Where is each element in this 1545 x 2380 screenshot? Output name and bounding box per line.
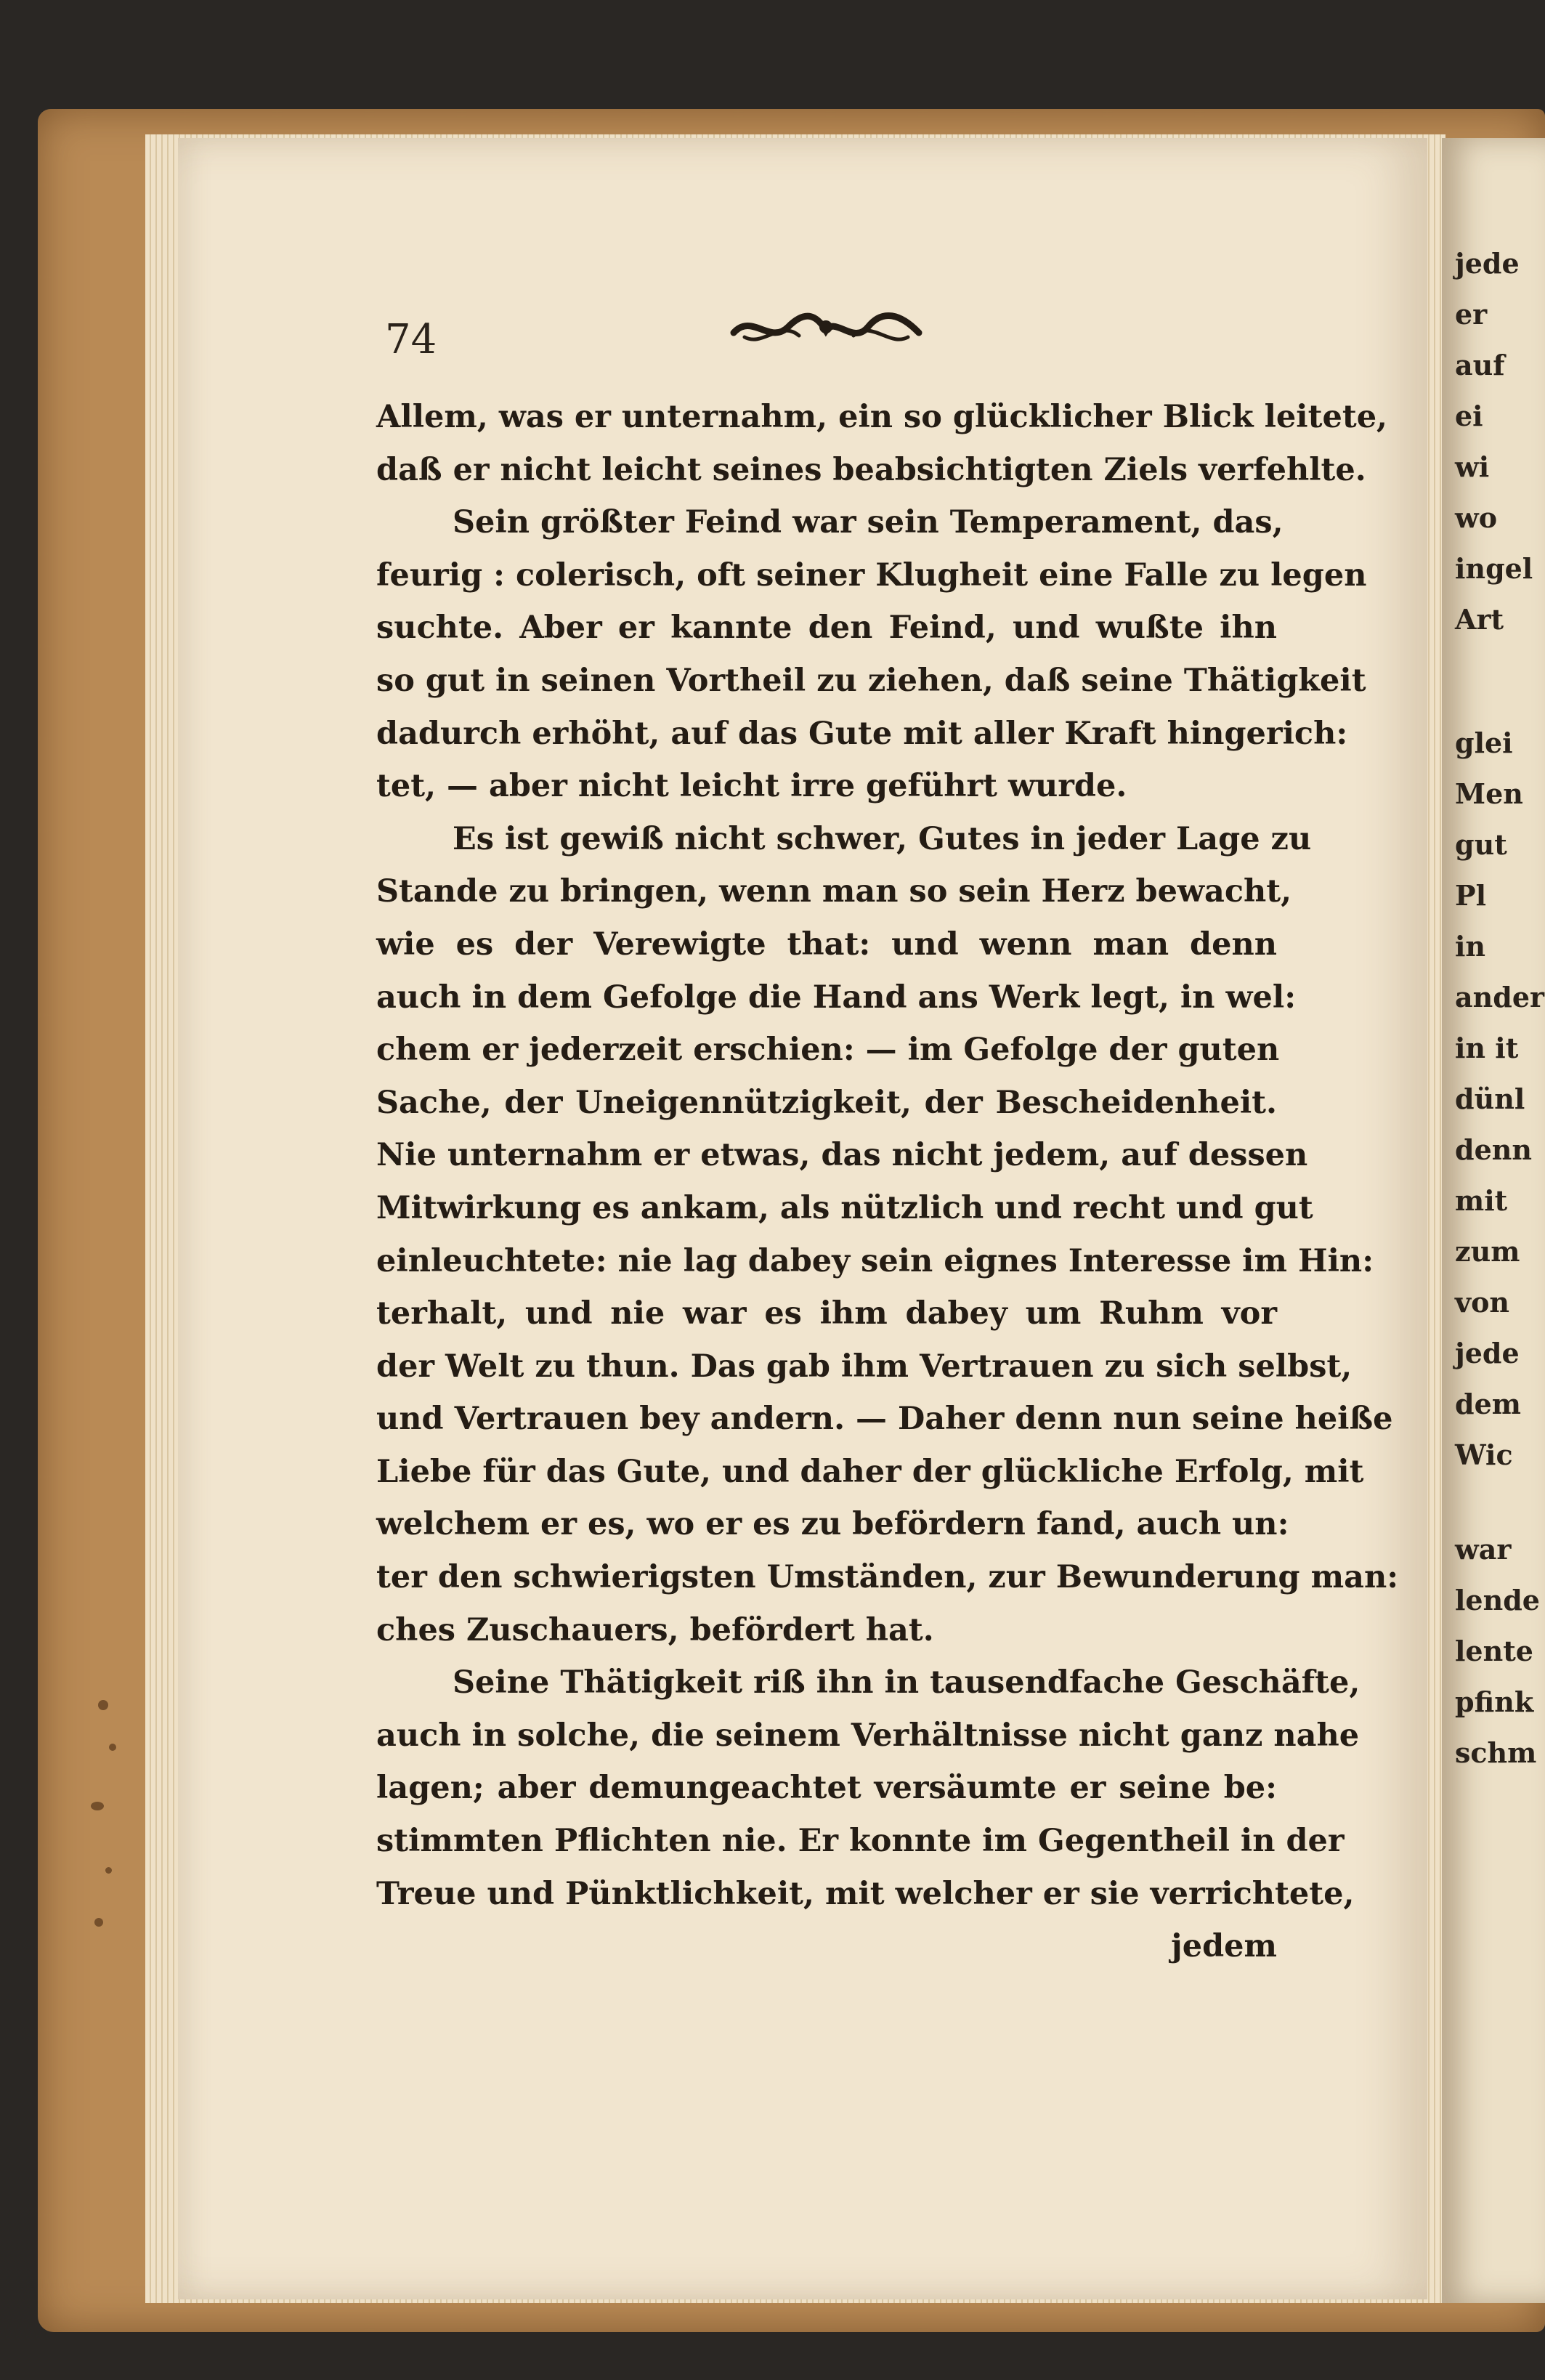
text-line: lagen; aber demungeachtet versäumte er seine be: <box>376 1770 1277 1807</box>
text-line: stimmten Pflichten nie. Er konnte im Gegentheil in der <box>376 1823 1345 1860</box>
facing-page-word: war <box>1455 1533 1512 1566</box>
facing-page-word: in <box>1455 930 1486 963</box>
facing-page-fragment <box>1442 138 1545 2303</box>
facing-page-word: ei <box>1455 400 1483 432</box>
text-line: Treue und Pünktlichkeit, mit welcher er sie verrichtete, <box>376 1875 1355 1912</box>
text-line: terhalt, und nie war es ihm dabey um Ruhm vor <box>376 1295 1277 1332</box>
text-line: Liebe für das Gute, und daher der glückliche Erfolg, mit <box>376 1453 1364 1490</box>
facing-page-word: Art <box>1455 603 1504 636</box>
text-line: Mitwirkung es ankam, als nützlich und recht und gut <box>376 1189 1313 1226</box>
facing-page-word: dem <box>1455 1388 1521 1420</box>
text-line: welchem er es, wo er es zu befördern fand, auch un: <box>376 1506 1289 1543</box>
text-line: tet, — aber nicht leicht irre geführt wurde. <box>376 768 1127 805</box>
facing-page-word: zum <box>1455 1235 1520 1268</box>
text-line: daß er nicht leicht seines beabsichtigten Ziels verfehlte. <box>376 451 1366 488</box>
text-line: dadurch erhöht, auf das Gute mit aller Kraft hingerich: <box>376 715 1348 752</box>
text-line: auch in dem Gefolge die Hand ans Werk legt, in wel: <box>376 979 1297 1016</box>
text-line: Allem, was er unternahm, ein so glücklicher Blick leitete, <box>376 399 1388 435</box>
facing-page-word: gut <box>1455 828 1507 861</box>
text-line: auch in solche, die seinem Verhältnisse nicht ganz nahe <box>376 1717 1360 1754</box>
text-line: ches Zuschauers, befördert hat. <box>376 1611 934 1648</box>
text-line: Nie unternahm er etwas, das nicht jedem, auf dessen <box>376 1137 1308 1174</box>
facing-page-word: ander <box>1455 981 1545 1013</box>
text-line: der Welt zu thun. Das gab ihm Vertrauen zu sich selbst, <box>376 1348 1353 1385</box>
facing-page-word: glei <box>1455 726 1513 759</box>
text-line: Es ist gewiß nicht schwer, Gutes in jeder Lage zu <box>453 820 1312 857</box>
facing-page-word: lende <box>1455 1584 1540 1616</box>
facing-page-word: mit <box>1455 1184 1508 1217</box>
facing-page-word: ingel <box>1455 552 1533 585</box>
facing-page-word: Pl <box>1455 879 1487 912</box>
text-line: Seine Thätigkeit riß ihn in tausendfache Geschäfte, <box>453 1664 1361 1701</box>
facing-page-word: denn <box>1455 1133 1533 1166</box>
facing-page-word: wi <box>1455 450 1490 483</box>
page-number: 74 <box>385 316 437 363</box>
facing-page-word: von <box>1455 1286 1510 1319</box>
text-line: suchte. Aber er kannte den Feind, und wußte ihn <box>376 610 1277 647</box>
facing-page-word: schm <box>1455 1736 1537 1769</box>
text-line: einleuchtete: nie lag dabey sein eignes Interesse im Hin: <box>376 1242 1374 1279</box>
facing-page-word: in it <box>1455 1032 1519 1064</box>
facing-page-word: auf <box>1455 349 1505 381</box>
text-line: ter den schwierigsten Umständen, zur Bewunderung man: <box>376 1559 1399 1596</box>
text-line: chem er jederzeit erschien: — im Gefolge der guten <box>376 1032 1280 1069</box>
facing-page-word: wo <box>1455 501 1498 534</box>
text-line: so gut in seinen Vortheil zu ziehen, daß seine Thätigkeit <box>376 662 1366 699</box>
facing-page-word: pfink <box>1455 1685 1534 1718</box>
text-line: Sein größter Feind war sein Temperament, das, <box>453 504 1284 541</box>
text-line: Sache, der Uneigennützigkeit, der Bescheidenheit. <box>376 1084 1277 1121</box>
facing-page-word: Wic <box>1455 1438 1513 1471</box>
page-text <box>376 391 1399 1973</box>
text-line: und Vertrauen bey andern. — Daher denn nun seine heiße <box>376 1401 1393 1438</box>
facing-page-word: jede <box>1455 247 1520 280</box>
facing-page-word: jede <box>1455 1337 1520 1369</box>
text-line: wie es der Verewigte that: und wenn man denn <box>376 926 1277 963</box>
text-line: feurig : colerisch, oft seiner Klugheit eine Falle zu legen <box>376 556 1367 594</box>
facing-page-word: er <box>1455 298 1488 331</box>
ornament-icon <box>730 305 922 352</box>
text-line: Stande zu bringen, wenn man so sein Herz bewacht, <box>376 873 1292 910</box>
facing-page-word: dünl <box>1455 1082 1525 1115</box>
facing-page-word: lente <box>1455 1635 1533 1667</box>
facing-page-word: Men <box>1455 777 1523 810</box>
catchword: jedem <box>1171 1928 1277 1965</box>
